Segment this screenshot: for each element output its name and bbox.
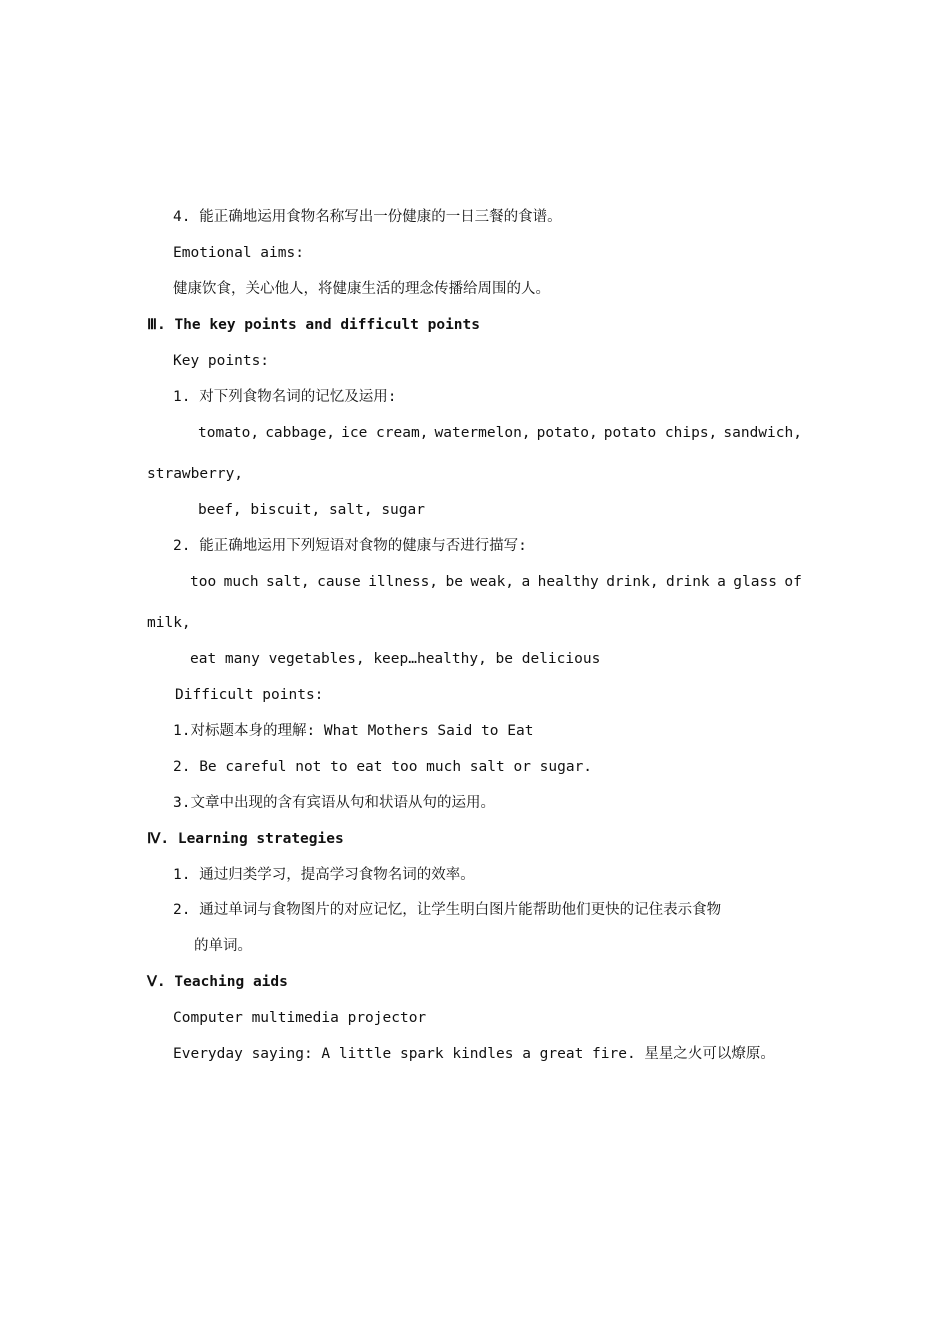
strategy-2-continued: 的单词。 <box>194 938 252 954</box>
phrase-word: drink, <box>606 574 659 590</box>
food-words-line-3: beef, biscuit, salt, sugar <box>198 502 425 518</box>
strategy-1: 1. 通过归类学习，提高学习食物名词的效率。 <box>173 867 475 883</box>
section-4-heading: Ⅳ. Learning strategies <box>147 831 344 847</box>
section-5-heading: Ⅴ. Teaching aids <box>147 974 288 990</box>
food-word: ice cream, <box>341 425 429 441</box>
food-word: potato chips, <box>603 425 718 441</box>
emotional-item-4: 4. 能正确地运用食物名称写出一份健康的一日三餐的食谱。 <box>173 209 562 225</box>
teaching-aids: Computer multimedia projector <box>173 1010 427 1026</box>
key-point-2: 2. 能正确地运用下列短语对食物的健康与否进行描写: <box>173 538 527 554</box>
phrase-word: cause <box>317 574 361 590</box>
difficult-points-label: Difficult points: <box>175 687 324 703</box>
food-word: tomato, <box>198 425 260 441</box>
phrase-word: a <box>521 574 531 590</box>
difficult-point-2: 2. Be careful not to eat too much salt or sugar. <box>173 759 593 775</box>
phrase-word: drink <box>666 574 710 590</box>
phrase-word: glass <box>733 574 777 590</box>
phrase-word: salt, <box>266 574 310 590</box>
difficult-point-3: 3.文章中出现的含有宾语从句和状语从句的运用。 <box>173 795 495 811</box>
food-word: sandwich, <box>723 425 802 441</box>
food-word: cabbage, <box>265 425 336 441</box>
key-points-label: Key points: <box>173 353 270 369</box>
phrase-word: healthy <box>537 574 599 590</box>
strategy-2: 2. 通过单词与食物图片的对应记忆，让学生明白图片能帮助他们更快的记住表示食物 <box>173 902 722 918</box>
emotional-aims-label: Emotional aims: <box>173 245 304 261</box>
phrase-word: a <box>717 574 726 590</box>
phrases-line-2: milk, <box>147 615 191 631</box>
emotional-aims-text: 健康饮食，关心他人，将健康生活的理念传播给周围的人。 <box>173 281 550 297</box>
phrase-word: illness, <box>368 574 439 590</box>
difficult-point-1: 1.对标题本身的理解: What Mothers Said to Eat <box>173 723 534 739</box>
food-word: watermelon, <box>434 425 531 441</box>
phrase-word: much <box>223 574 259 590</box>
section-3-heading: Ⅲ. The key points and difficult points <box>147 317 480 333</box>
phrase-word: weak, <box>470 574 515 590</box>
phrase-word: too <box>190 574 217 590</box>
phrases-line-1 <box>190 572 802 592</box>
key-point-1: 1. 对下列食物名词的记忆及运用: <box>173 389 397 405</box>
phrases-line-3: eat many vegetables, keep…healthy, be delicious <box>190 651 601 667</box>
food-words-line-2: strawberry, <box>147 466 244 482</box>
food-word: potato, <box>536 425 598 441</box>
everyday-saying: Everyday saying: A little spark kindles a great fire. 星星之火可以燎原。 <box>173 1046 775 1062</box>
phrase-word: be <box>445 574 463 590</box>
food-words-line-1 <box>198 423 802 443</box>
phrase-word: of <box>784 574 802 590</box>
